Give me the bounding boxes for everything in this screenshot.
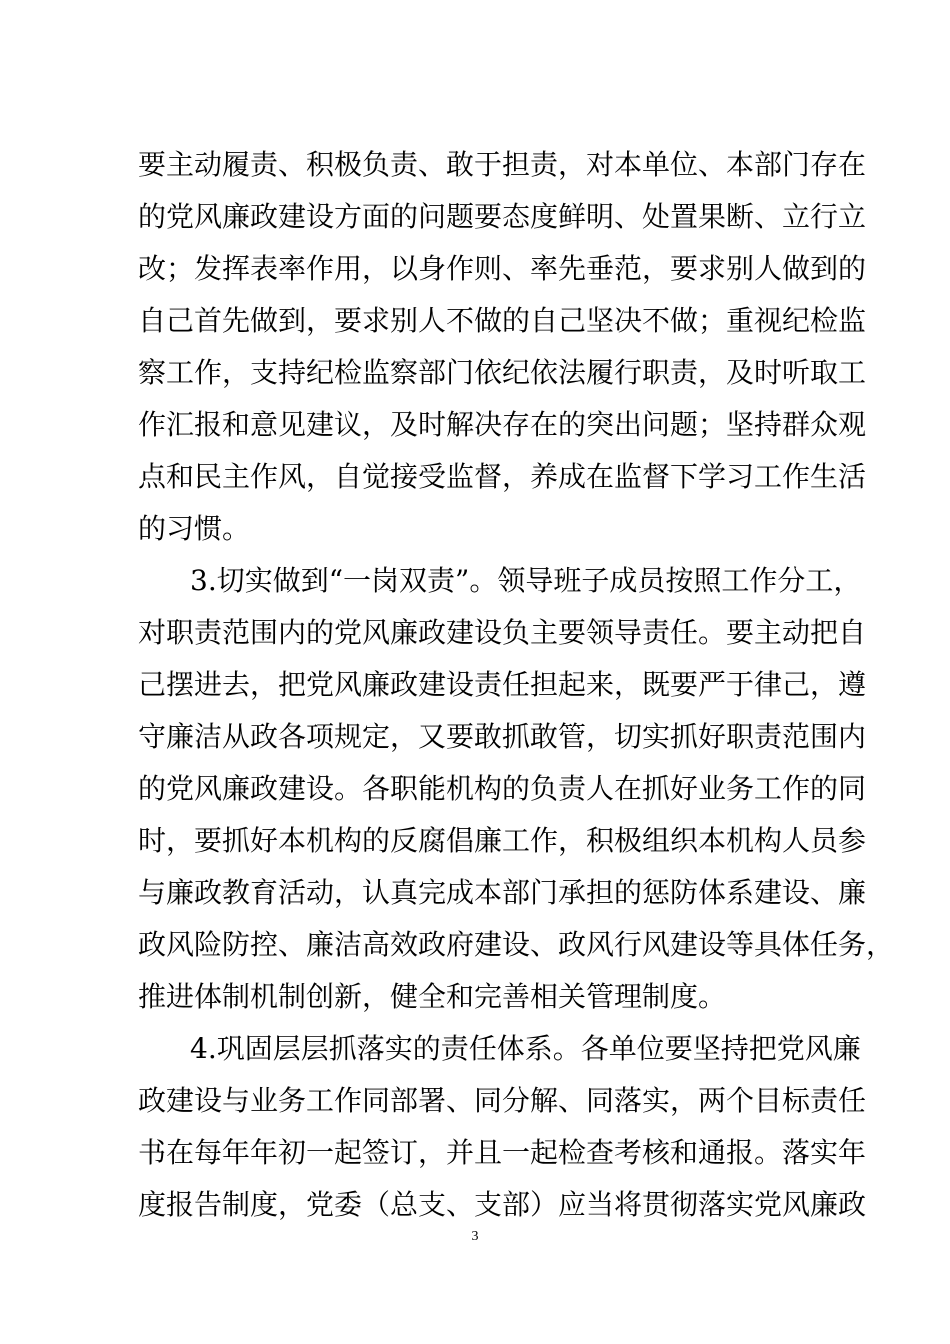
text-line-7: 点和民主作风，自觉接受监督，养成在监督下学习工作生活	[138, 460, 867, 493]
page-number: 3	[471, 1229, 479, 1244]
text-line-10: 对职责范围内的党风廉政建设负主要领导责任。要主动把自	[138, 616, 867, 649]
paragraph-3-first-line: 3.切实做到“一岗双责”。领导班子成员按照工作分工，	[190, 564, 862, 597]
text-line-17: 推进体制机制创新，健全和完善相关管理制度。	[138, 980, 727, 1013]
paragraph-4-first-line: 4.巩固层层抓落实的责任体系。各单位要坚持把党风廉	[190, 1032, 861, 1065]
text-line-2: 的党风廉政建设方面的问题要态度鲜明、处置果断、立行立	[138, 200, 867, 233]
text-line-13: 的党风廉政建设。各职能机构的负责人在抓好业务工作的同	[138, 772, 867, 805]
text-line-21: 度报告制度，党委（总支、支部）应当将贯彻落实党风廉政	[138, 1188, 867, 1221]
text-line-16: 政风险防控、廉洁高效政府建设、政风行风建设等具体任务，	[138, 928, 895, 961]
text-line-3: 改；发挥表率作用，以身作则、率先垂范，要求别人做到的	[138, 252, 867, 285]
text-line-5: 察工作，支持纪检监察部门依纪依法履行职责，及时听取工	[138, 356, 867, 389]
text-line-4: 自己首先做到，要求别人不做的自己坚决不做；重视纪检监	[138, 304, 867, 337]
text-line-12: 守廉洁从政各项规定，又要敢抓敢管，切实抓好职责范围内	[138, 720, 867, 753]
text-line-20: 书在每年年初一起签订，并且一起检查考核和通报。落实年	[138, 1136, 867, 1169]
text-line-11: 己摆进去，把党风廉政建设责任担起来，既要严于律己，遵	[138, 668, 867, 701]
text-line-1: 要主动履责、积极负责、敢于担责，对本单位、本部门存在	[138, 148, 867, 181]
text-line-8: 的习惯。	[138, 512, 251, 545]
text-line-14: 时，要抓好本机构的反腐倡廉工作，积极组织本机构人员参	[138, 824, 867, 857]
text-line-15: 与廉政教育活动，认真完成本部门承担的惩防体系建设、廉	[138, 876, 867, 909]
text-line-6: 作汇报和意见建议，及时解决存在的突出问题；坚持群众观	[138, 408, 867, 441]
text-line-19: 政建设与业务工作同部署、同分解、同落实，两个目标责任	[138, 1084, 867, 1117]
